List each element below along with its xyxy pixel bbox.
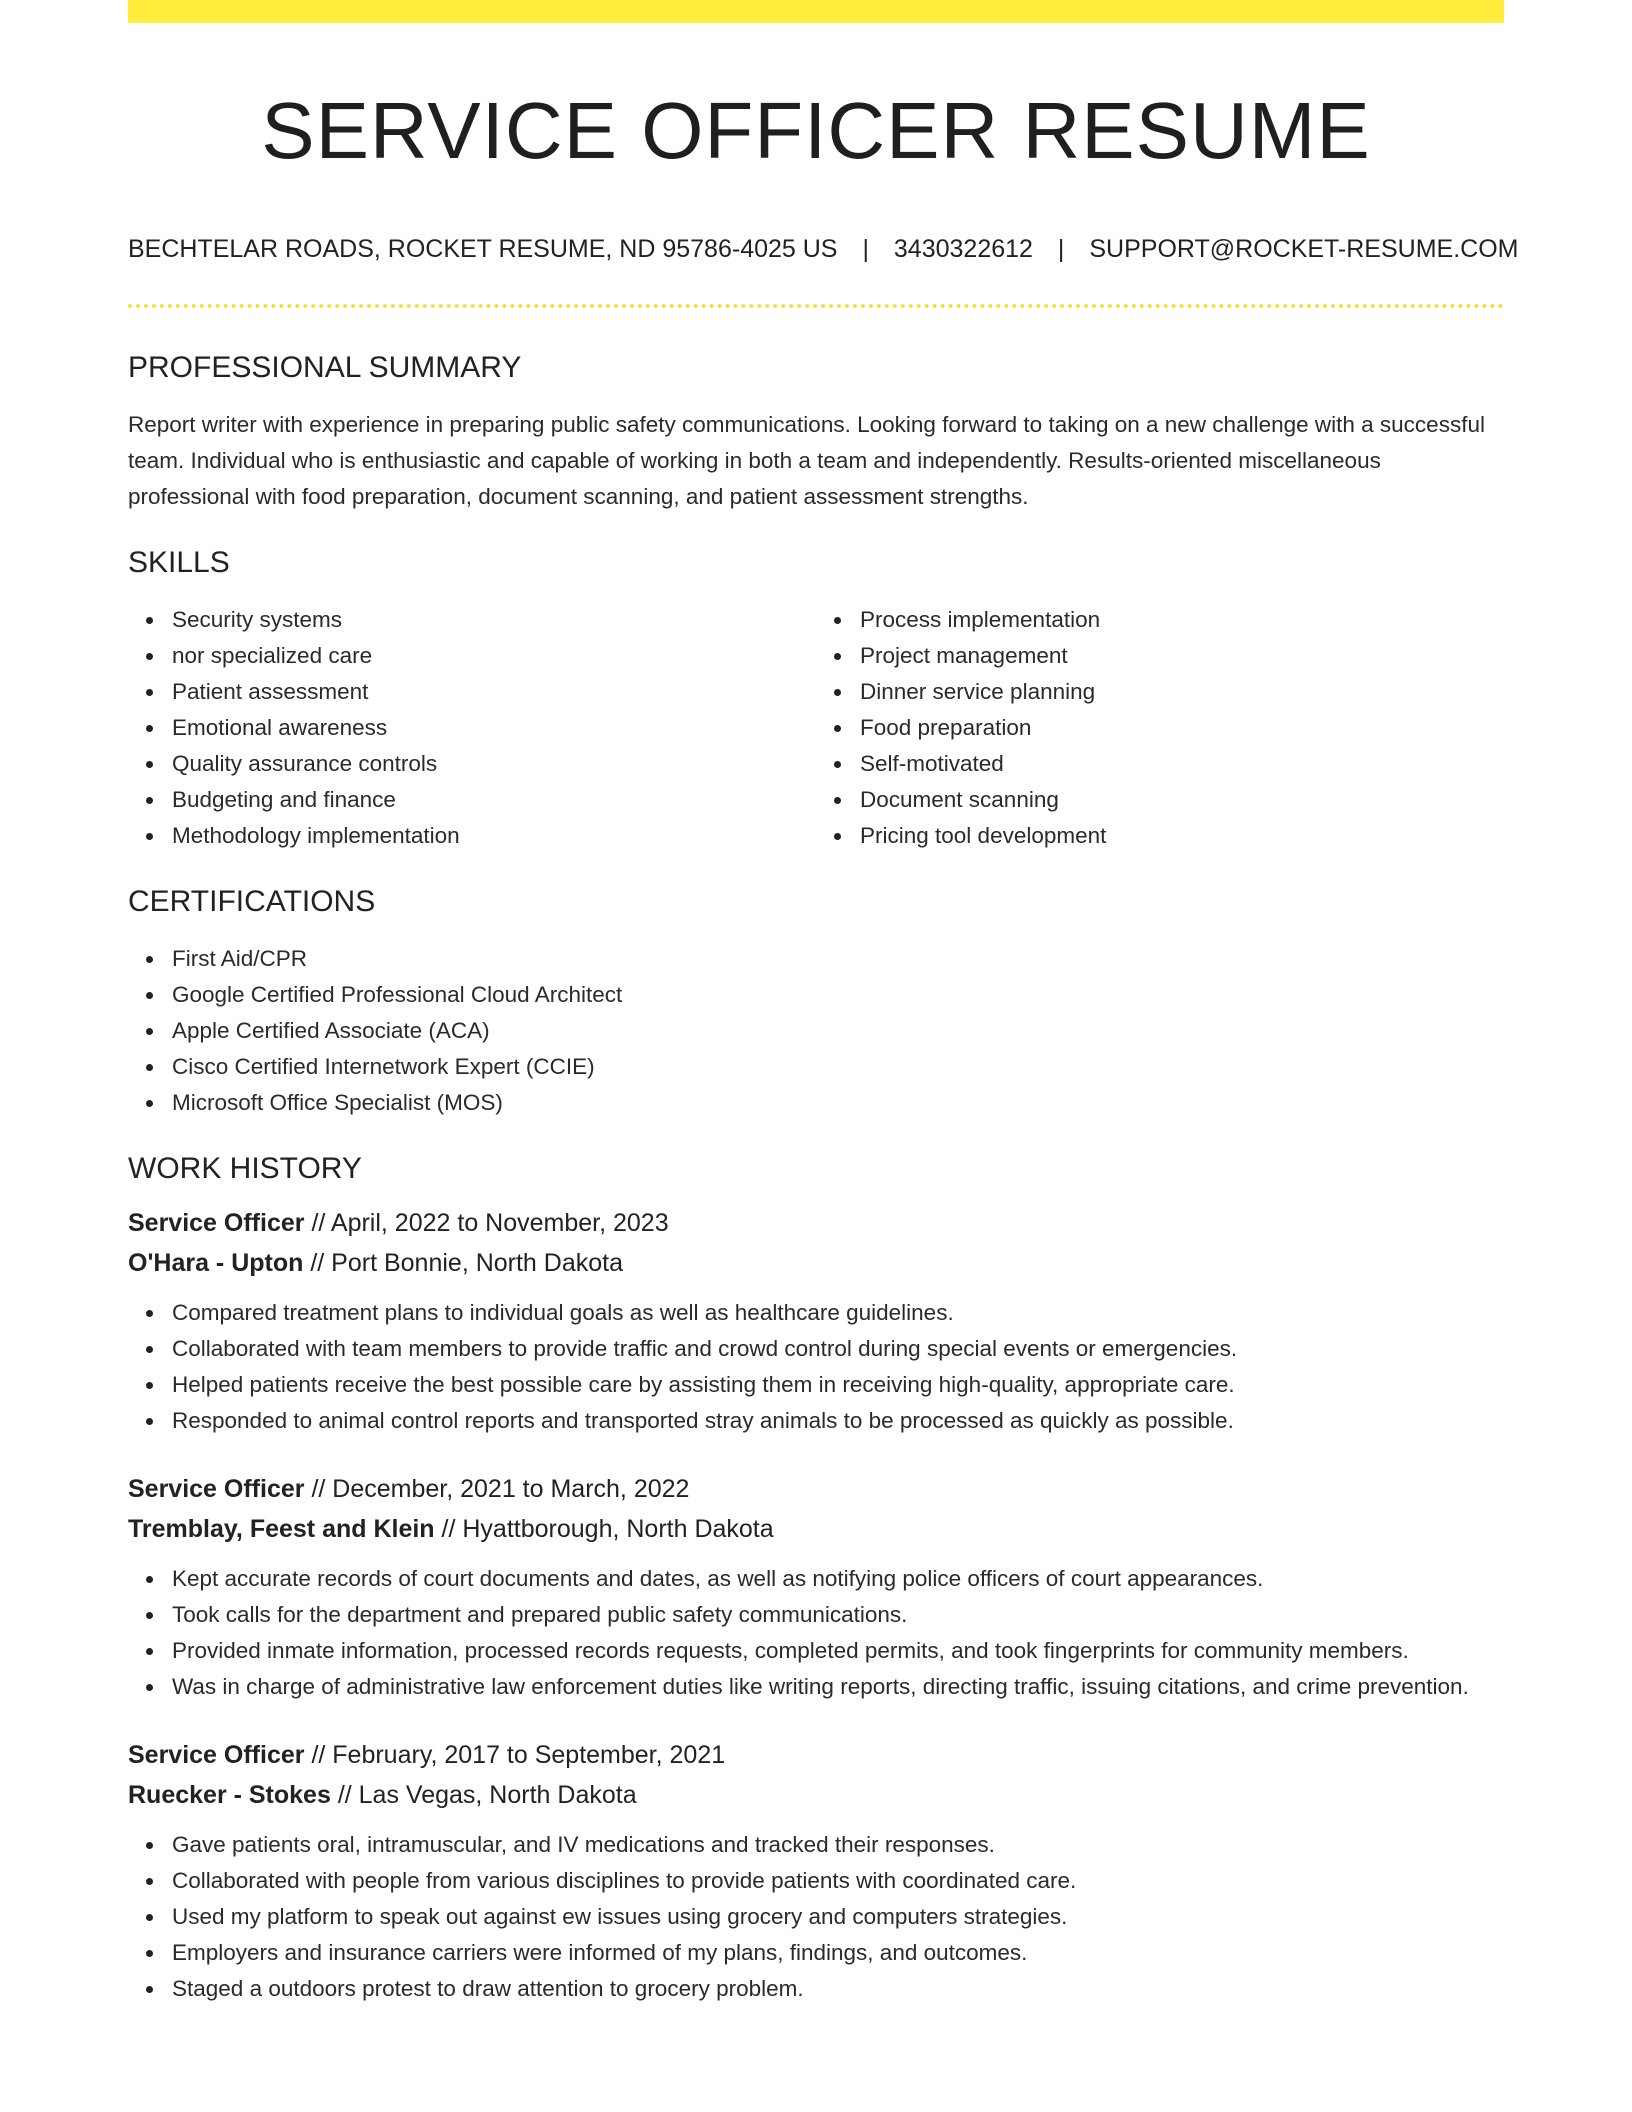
job-company-line xyxy=(128,1243,1504,1283)
certifications-heading: CERTIFICATIONS xyxy=(128,885,376,918)
certification-item: Cisco Certified Internetwork Expert (CCIE) xyxy=(172,1049,1504,1085)
job-dates: // December, 2021 to March, 2022 xyxy=(304,1475,690,1503)
skill-item: Project management xyxy=(860,638,1504,674)
job-location: // Las Vegas, North Dakota xyxy=(330,1781,637,1809)
resume-page xyxy=(128,0,1519,2037)
certification-item: Microsoft Office Specialist (MOS) xyxy=(172,1085,1504,1121)
job-company-line xyxy=(128,1775,1504,1815)
job-entry xyxy=(128,1203,1504,1439)
skill-item: Document scanning xyxy=(860,782,1504,818)
skill-item: Quality assurance controls xyxy=(172,746,816,782)
job-bullet: Was in charge of administrative law enforcement duties like writing reports, directing traffic, issuing citations, and crime prevention. xyxy=(172,1669,1504,1705)
skill-item: Budgeting and finance xyxy=(172,782,816,818)
job-bullet: Gave patients oral, intramuscular, and IV medications and tracked their responses. xyxy=(172,1827,1504,1863)
job-bullet: Staged a outdoors protest to draw attention to grocery problem. xyxy=(172,1971,1504,2007)
job-bullets xyxy=(128,1827,1504,2007)
job-dates: // April, 2022 to November, 2023 xyxy=(304,1209,669,1237)
job-bullets xyxy=(128,1561,1504,1705)
job-company-line xyxy=(128,1509,1504,1549)
skill-item: nor specialized care xyxy=(172,638,816,674)
job-bullet: Compared treatment plans to individual goals as well as healthcare guidelines. xyxy=(172,1295,1504,1331)
skills-heading: SKILLS xyxy=(128,546,230,579)
job-title-line xyxy=(128,1203,1504,1243)
separator: | xyxy=(1057,235,1065,263)
skills-grid xyxy=(128,602,1504,854)
accent-bar xyxy=(128,0,1504,23)
skill-item: Food preparation xyxy=(860,710,1504,746)
skill-item: Emotional awareness xyxy=(172,710,816,746)
job-company: O'Hara - Upton xyxy=(128,1249,304,1277)
address: BECHTELAR ROADS, ROCKET RESUME, ND 95786-4025 US xyxy=(128,235,838,263)
skill-item: Process implementation xyxy=(860,602,1504,638)
skill-item: Methodology implementation xyxy=(172,818,816,854)
work-history-heading: WORK HISTORY xyxy=(128,1152,362,1185)
job-bullet: Helped patients receive the best possible care by assisting them in receiving high-quality, appropriate care. xyxy=(172,1367,1504,1403)
job-bullet: Kept accurate records of court documents and dates, as well as notifying police officers of court appearances. xyxy=(172,1561,1504,1597)
job-role: Service Officer xyxy=(128,1209,305,1237)
job-title-line xyxy=(128,1735,1504,1775)
skill-item: Security systems xyxy=(172,602,816,638)
contact-line xyxy=(128,235,1519,264)
job-bullets xyxy=(128,1295,1504,1439)
email: SUPPORT@ROCKET-RESUME.COM xyxy=(1089,235,1519,263)
skills-list-left xyxy=(128,602,816,854)
job-bullet: Employers and insurance carriers were informed of my plans, findings, and outcomes. xyxy=(172,1935,1504,1971)
skill-item: Pricing tool development xyxy=(860,818,1504,854)
job-bullet: Took calls for the department and prepared public safety communications. xyxy=(172,1597,1504,1633)
skill-item: Self-motivated xyxy=(860,746,1504,782)
job-location: // Port Bonnie, North Dakota xyxy=(303,1249,623,1277)
skills-list-right xyxy=(816,602,1504,854)
dotted-divider xyxy=(128,304,1504,308)
certification-item: First Aid/CPR xyxy=(172,941,1504,977)
skill-item: Dinner service planning xyxy=(860,674,1504,710)
job-bullet: Collaborated with team members to provide traffic and crowd control during special events or emergencies. xyxy=(172,1331,1504,1367)
job-entry xyxy=(128,1735,1504,2007)
summary-text: Report writer with experience in preparing public safety communications. Looking forward to taking on a new challenge with a successful team. Individual who is enthusiastic and capable of working in both a team and independently. Results-oriented miscellaneous professional with food preparation, document scanning, and patient assessment strengths. xyxy=(128,412,1485,509)
certifications-list xyxy=(128,941,1504,1121)
job-company: Ruecker - Stokes xyxy=(128,1781,331,1809)
job-bullet: Collaborated with people from various disciplines to provide patients with coordinated care. xyxy=(172,1863,1504,1899)
skill-item: Patient assessment xyxy=(172,674,816,710)
job-company: Tremblay, Feest and Klein xyxy=(128,1515,435,1543)
summary-heading: PROFESSIONAL SUMMARY xyxy=(128,351,522,384)
certification-item: Google Certified Professional Cloud Architect xyxy=(172,977,1504,1013)
separator: | xyxy=(862,235,869,263)
job-bullet: Provided inmate information, processed records requests, completed permits, and took fingerprints for community members. xyxy=(172,1633,1504,1669)
certification-item: Apple Certified Associate (ACA) xyxy=(172,1013,1504,1049)
job-bullet: Responded to animal control reports and transported stray animals to be processed as quickly as possible. xyxy=(172,1403,1504,1439)
job-location: // Hyattborough, North Dakota xyxy=(434,1515,774,1543)
phone: 3430322612 xyxy=(893,235,1033,263)
job-bullet: Used my platform to speak out against ew issues using grocery and computers strategies. xyxy=(172,1899,1504,1935)
job-role: Service Officer xyxy=(128,1741,305,1769)
job-entry xyxy=(128,1469,1504,1705)
job-title-line xyxy=(128,1469,1504,1509)
job-dates: // February, 2017 to September, 2021 xyxy=(304,1741,726,1769)
resume-title: SERVICE OFFICER RESUME xyxy=(261,86,1371,175)
job-role: Service Officer xyxy=(128,1475,305,1503)
